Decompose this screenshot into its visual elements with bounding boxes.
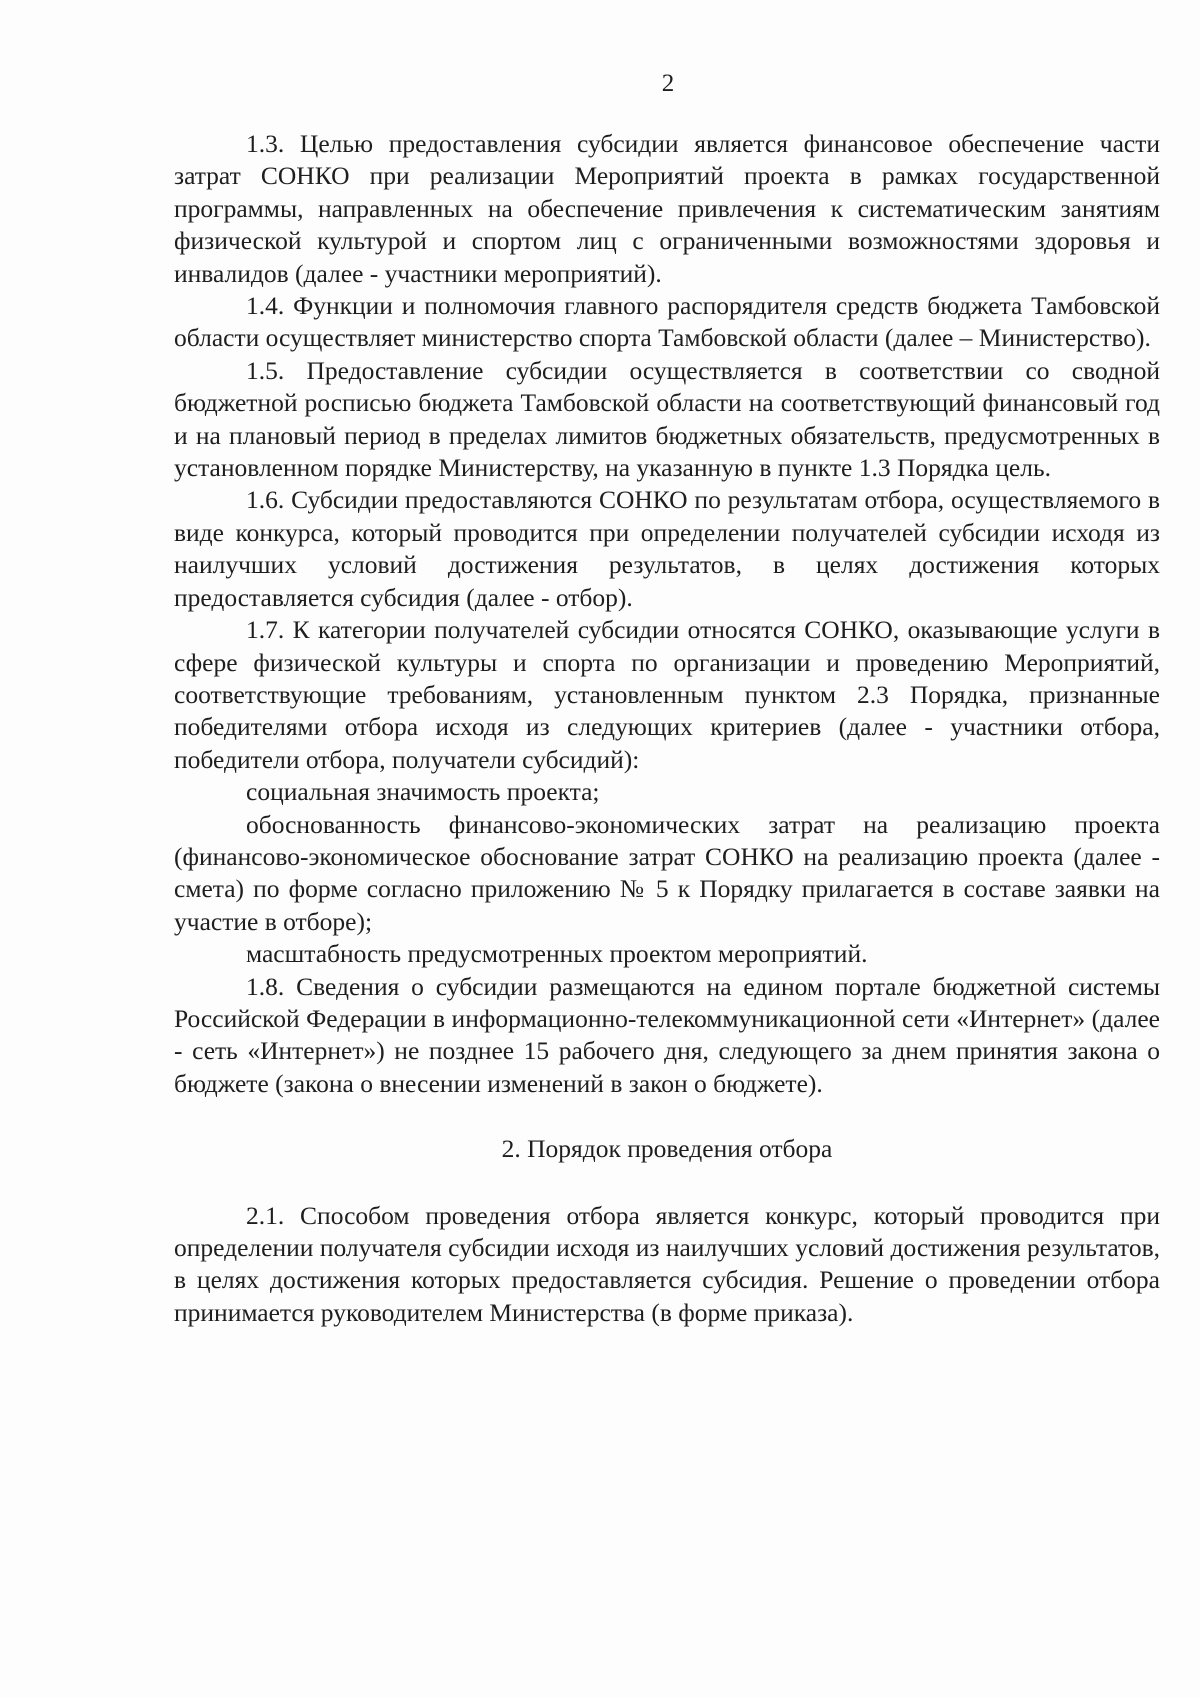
page-number: 2 (661, 70, 675, 97)
document-body (174, 128, 1160, 1329)
paragraph-1-6: 1.6. Субсидии предоставляются СОНКО по результатам отбора, осуществляемого в виде конкурса, который проводится при определении получателей субсидии исходя из наилучших условий достижения результатов, в целях достижения которых предоставляется субсидия (далее - отбор). (174, 485, 1160, 612)
criterion-cost-justification: обоснованность финансово-экономических затрат на реализацию проекта (финансово-экономическое обоснование затрат СОНКО на реализацию проекта (далее - смета) по форме согласно приложению № 5 к Порядку прилагается в составе заявки на участие в отборе); (174, 809, 1160, 936)
paragraph-1-5: 1.5. Предоставление субсидии осуществляется в соответствии со сводной бюджетной росписью бюджета Тамбовской области на соответствующий финансовый год и на плановый период в пределах лимитов бюджетных обязательств, предусмотренных в установленном порядке Министерству, на указанную в пункте 1.3 Порядка цель. (174, 355, 1160, 483)
paragraph-1-8: 1.8. Сведения о субсидии размещаются на едином портале бюджетной системы Российской Федерации в информационно-телекоммуникационной сети «Интернет» (далее - сеть «Интернет») не позднее 15 рабочего дня, следующего за днем принятия закона о бюджете (закона о внесении изменений в закон о бюджете). (174, 971, 1160, 1098)
criterion-social-significance: социальная значимость проекта; (246, 777, 600, 807)
criterion-scale: масштабность предусмотренных проектом мероприятий. (246, 939, 868, 969)
paragraph-1-3: 1.3. Целью предоставления субсидии является финансовое обеспечение части затрат СОНКО при реализации Мероприятий проекта в рамках государственной программы, направленных на обеспечение привлечения к систематическим занятиям физической культурой и спортом лиц с ограниченными возможностями здоровья и инвалидов (далее - участники мероприятий). (174, 129, 1160, 288)
section-title: 2. Порядок проведения отбора (501, 1134, 833, 1164)
paragraph-2-1: 2.1. Способом проведения отбора является конкурс, который проводится при определении получателя субсидии исходя из наилучших условий достижения результатов, в целях достижения которых предоставляется субсидия. Решение о проведении отбора принимается руководителем Министерства (в форме приказа). (174, 1200, 1160, 1327)
paragraph-1-7: 1.7. К категории получателей субсидии относятся СОНКО, оказывающие услуги в сфере физической культуры и спорта по организации и проведению Мероприятий, соответствующие требованиям, установленным пунктом 2.3 Порядка, признанные победителями отбора исходя из следующих критериев (далее - участники отбора, победители отбора, получатели субсидий): (174, 615, 1160, 774)
paragraph-1-4: 1.4. Функции и полномочия главного распорядителя средств бюджета Тамбовской области осуществляет министерство спорта Тамбовской области (далее – Министерство). (174, 291, 1160, 353)
